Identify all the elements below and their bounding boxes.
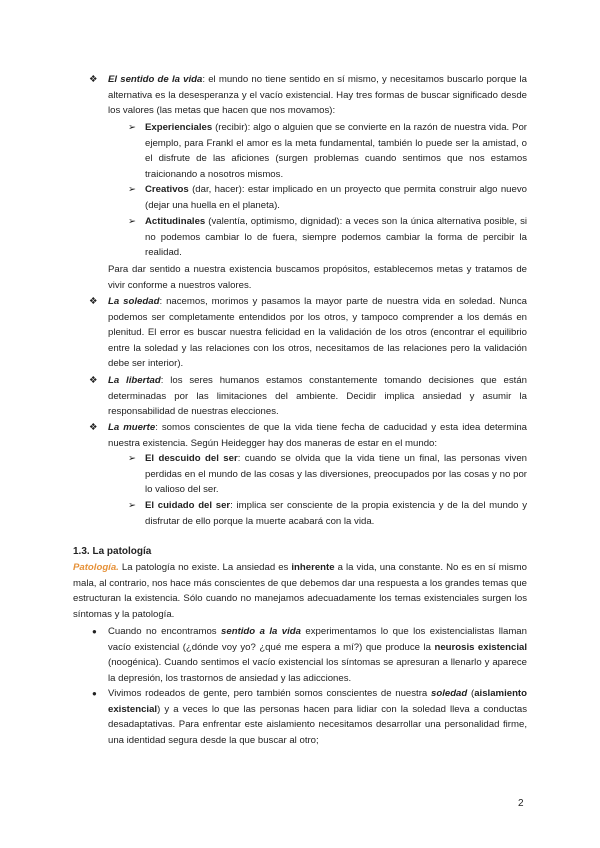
diamond-bullet-icon: ❖ (89, 422, 98, 433)
text-vacio-2: experimentamos lo que los existencialistas llaman vacío existencial (¿dónde voy yo? ¿qué me espera a mí?) que produce la (108, 626, 527, 653)
text-creativos: (dar, hacer): estar implicado en un proyecto que permita construir algo nuevo (dejar una huella en el planeta). (145, 184, 527, 211)
term-sentido-a-la-vida: sentido a la vida (221, 626, 301, 637)
term-actitudinales: Actitudinales (145, 216, 206, 227)
term-sentido-vida: El sentido de la vida (108, 74, 203, 85)
paragraph-vacio-existencial (108, 624, 527, 686)
page-number: 2 (518, 798, 524, 809)
text-patologia-2: a la vida, una constante. No es en sí mismo mala, al contrario, nos hace más conscientes de que debemos dar una respuesta a los grandes temas que estructuran la existencia. Sólo cuando no manejamos adecuadamente los temas existenciales surgen los síntomas y la patología. (73, 562, 527, 620)
paragraph-descuido-ser (145, 451, 527, 498)
text-aislamiento-2: ( (467, 688, 475, 699)
arrow-bullet-icon: ➢ (128, 500, 136, 511)
text-cuidado-ser: : implica ser consciente de la propia existencia y de la del mundo y disfrutar de ello porque la muerte acabará con la vida. (145, 500, 527, 527)
term-patologia: Patología. (73, 562, 119, 573)
diamond-bullet-icon: ❖ (89, 74, 98, 85)
paragraph-cuidado-ser (145, 498, 527, 529)
paragraph-dar-sentido: Para dar sentido a nuestra existencia buscamos propósitos, establecemos metas y tratamos de vivir conforme a nuestros valores. (108, 264, 527, 291)
text-vacio-3: (noogénica). Cuando sentimos el vacío existencial los síntomas se apresuran a llenarlo y aparece la depresión, los trastornos de ansiedad y las adicciones. (108, 657, 527, 684)
term-aislamiento-existencial: aislamiento existencial (108, 688, 527, 715)
paragraph-experienciales (145, 120, 527, 182)
arrow-bullet-icon: ➢ (128, 122, 136, 133)
text-soledad: : nacemos, morimos y pasamos la mayor parte de nuestra vida en soledad. Nunca podemos ser completamente entendidos por los otros, y tampoco comprender a los demás en plenitud. El error es buscar nuestra felicidad en la validación de los otros (encontrar el equilibrio entre la soledad y las relaciones con los otros, necesitamos de las relaciones pero la validación debe ser interior). (108, 296, 527, 370)
text-patologia-1: La patología no existe. La ansiedad es (118, 562, 292, 573)
term-experienciales: Experienciales (145, 122, 213, 133)
term-libertad: La libertad (108, 375, 161, 386)
text-vacio-1: Cuando no encontramos (108, 626, 222, 637)
paragraph-libertad (108, 373, 527, 420)
term-creativos: Creativos (145, 184, 189, 195)
text-sentido-vida: : el mundo no tiene sentido en sí mismo, y necesitamos buscarlo porque la alternativa es la desesperanza y el vacío existencial. Hay tres formas de buscar significado desde los valores (las metas que hacen que nos movamos): (108, 74, 527, 117)
paragraph-aislamiento (108, 686, 527, 748)
text-libertad: : los seres humanos estamos constantemente tomando decisiones que están determinadas por las limitaciones del ambiente. Decidir implica ansiedad y asumir la responsabilidad de nuestras elecciones. (108, 375, 528, 418)
paragraph-actitudinales (145, 214, 527, 261)
dot-bullet-icon: ● (92, 689, 97, 698)
term-soledad-inline: soledad (431, 688, 468, 699)
text-experienciales: (recibir): algo o alguien que se convierte en la razón de nuestra vida. Por ejemplo, para Frankl el amor es la meta fundamental, también lo puede ser la amistad, o el disfrute de las aficiones (surgen problemas cuando sentimos que nos estamos traicionando a nosotros mismos. (145, 122, 527, 180)
dot-bullet-icon: ● (92, 627, 97, 636)
paragraph-patologia (73, 560, 527, 622)
term-inherente: inherente (291, 562, 335, 573)
diamond-bullet-icon: ❖ (89, 375, 98, 386)
term-muerte: La muerte (108, 422, 156, 433)
text-aislamiento-3: ) y a veces lo que las personas hacen para lidiar con la soledad lleva a conductas desadaptativas. Para enfrentar este aislamiento necesitamos desarrollar una personalidad firme, una identidad segura desde la que buscar al otro; (108, 703, 527, 746)
text-aislamiento-1: Vivimos rodeados de gente, pero también somos conscientes de nuestra (108, 688, 431, 699)
text-descuido-ser: : cuando se olvida que la vida tiene un final, las personas viven perdidas en el mundo de las cosas y las diversiones, preocupados por las cosas y no por lo valioso del ser. (145, 453, 527, 496)
arrow-bullet-icon: ➢ (128, 216, 136, 227)
diamond-bullet-icon: ❖ (89, 296, 98, 307)
term-neurosis-existencial: neurosis existencial (434, 641, 527, 653)
arrow-bullet-icon: ➢ (128, 184, 136, 195)
arrow-bullet-icon: ➢ (128, 453, 136, 464)
term-cuidado-ser: El cuidado del ser (145, 500, 231, 511)
text-muerte: : somos conscientes de que la vida tiene fecha de caducidad y esta idea determina nuestra existencia. Según Heidegger hay dos maneras de estar en el mundo: (108, 422, 528, 449)
term-soledad: La soledad (108, 296, 160, 307)
paragraph-creativos (145, 182, 527, 213)
text-actitudinales: (valentía, optimismo, dignidad): a veces son la única alternativa posible, si no podemos cambiar lo de fuera, siempre podemos cambiar la forma de percibir la realidad. (145, 216, 527, 259)
section-heading: 1.3. La patología (73, 546, 152, 557)
paragraph-soledad (108, 294, 527, 372)
paragraph-muerte (108, 420, 527, 451)
term-descuido-ser: El descuido del ser (145, 453, 238, 464)
paragraph-sentido-vida (108, 72, 527, 119)
